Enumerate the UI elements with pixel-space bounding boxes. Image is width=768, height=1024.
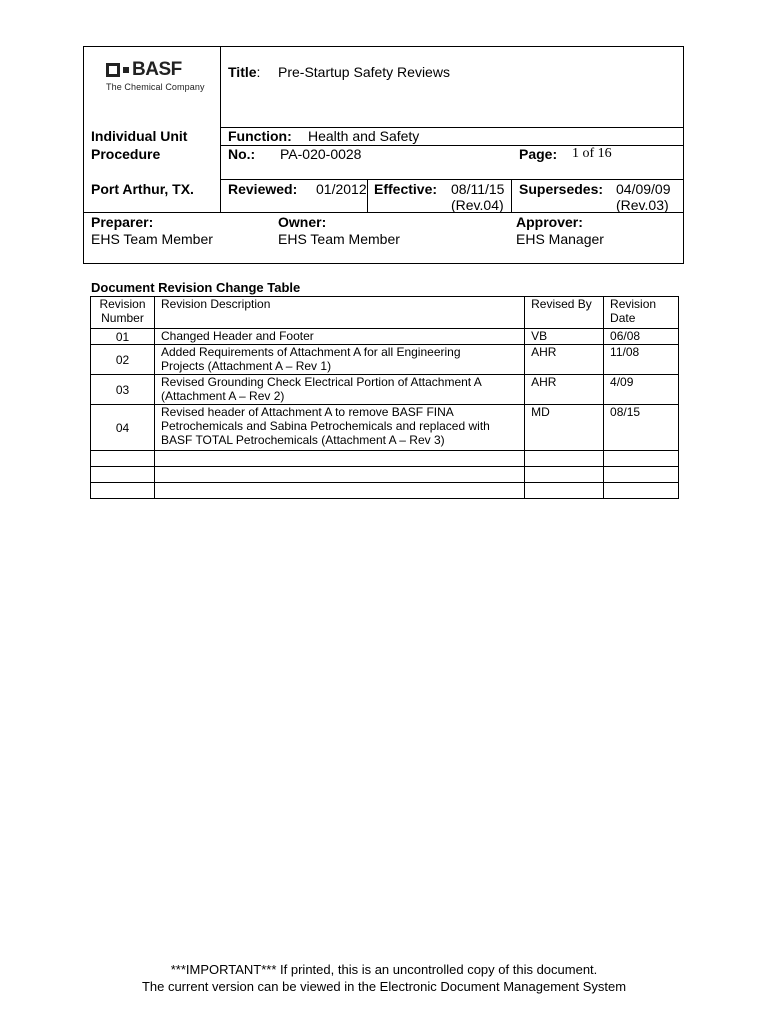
revision-date-cell: 4/09 [604, 375, 679, 405]
header-revision-date [604, 297, 679, 329]
table-row [91, 345, 679, 375]
revision-number-cell: 02 [91, 345, 155, 375]
effective-label: Effective: [374, 181, 438, 197]
empty-cell [525, 483, 604, 499]
empty-cell [91, 451, 155, 467]
table-row [91, 329, 679, 345]
revision-description-line: Added Requirements of Attachment A for all Engineering [160, 345, 461, 359]
revision-description-line: Revised Grounding Check Electrical Portion of Attachment A [160, 375, 482, 389]
revision-description-cell [154, 345, 524, 375]
footer-edms-note: The current version can be viewed in the Electronic Document Management System [141, 979, 627, 994]
table-row [91, 375, 679, 405]
page-value: 1 of 16 [572, 146, 612, 161]
revision-number-cell: 01 [91, 329, 155, 345]
title-colon: : [256, 64, 261, 80]
logo-square-icon [106, 63, 120, 77]
empty-cell [91, 483, 155, 499]
location: Port Arthur, TX. [91, 181, 194, 197]
doc-number-value: PA-020-0028 [280, 146, 362, 162]
revised-by-cell: MD [525, 405, 604, 451]
revised-by-cell: AHR [525, 345, 604, 375]
revision-description-cell [154, 329, 524, 345]
revised-by-cell: VB [525, 329, 604, 345]
revision-description-line: Petrochemicals and Sabina Petrochemicals and replaced with [160, 419, 490, 433]
revision-table [90, 296, 679, 499]
basf-logo [106, 60, 206, 92]
empty-cell [604, 451, 679, 467]
supersedes-label: Supersedes: [519, 181, 604, 197]
table-header-row [91, 297, 679, 329]
approver-label: Approver: [516, 214, 583, 230]
header-revision-date-line2: Date [610, 311, 636, 325]
reviewed-label: Reviewed: [228, 181, 298, 197]
header-revised-by-text: Revised By [531, 297, 592, 311]
header-revision-description [154, 297, 524, 329]
owner-value: EHS Team Member [278, 231, 400, 247]
preparer-label: Preparer: [91, 214, 154, 230]
header-revision-number-line2: Number [101, 311, 144, 325]
supersedes-date: 04/09/09 [616, 181, 671, 197]
revision-description-line: Projects (Attachment A – Rev 1) [160, 359, 332, 373]
empty-cell [154, 483, 524, 499]
revision-description-line: BASF TOTAL Petrochemicals (Attachment A – Rev 3) [160, 433, 445, 447]
revision-date-cell: 06/08 [604, 329, 679, 345]
effective-date: 08/11/15 [451, 181, 505, 197]
function-value: Health and Safety [308, 128, 420, 144]
empty-cell [525, 467, 604, 483]
header-revised-by [525, 297, 604, 329]
doc-number-label: No.: [228, 146, 256, 162]
page-label: Page: [519, 146, 558, 162]
revision-description-line: Changed Header and Footer [160, 329, 314, 343]
supersedes-revision: (Rev.03) [616, 197, 669, 213]
empty-cell [91, 467, 155, 483]
empty-cell [154, 451, 524, 467]
revision-table-heading: Document Revision Change Table [91, 280, 301, 295]
empty-table-row [91, 451, 679, 467]
empty-table-row [91, 467, 679, 483]
revision-description-line: Revised header of Attachment A to remove BASF FINA [160, 405, 454, 419]
revision-description-line: (Attachment A – Rev 2) [160, 389, 285, 403]
preparer-value: EHS Team Member [91, 231, 213, 247]
unit-type-line2: Procedure [91, 146, 161, 162]
empty-cell [525, 451, 604, 467]
function-label: Function: [228, 128, 292, 144]
revision-description-cell [154, 375, 524, 405]
effective-revision: (Rev.04) [451, 197, 504, 213]
empty-table-row [91, 483, 679, 499]
document-title: Pre-Startup Safety Reviews [278, 64, 450, 80]
revision-number-cell: 04 [91, 405, 155, 451]
unit-type-line1: Individual Unit [91, 128, 188, 144]
empty-cell [604, 467, 679, 483]
revision-date-cell: 11/08 [604, 345, 679, 375]
logo-tagline: The Chemical Company [106, 82, 205, 92]
revision-description-cell [154, 405, 524, 451]
header-revision-number-line1: Revision [99, 297, 146, 311]
header-revision-description-text: Revision Description [160, 297, 271, 311]
approver-value: EHS Manager [516, 231, 604, 247]
title-label: Title [228, 64, 257, 80]
revision-date-cell: 08/15 [604, 405, 679, 451]
header-revision-number [91, 297, 155, 329]
reviewed-value: 01/2012 [316, 181, 367, 197]
logo-wordmark: BASF [132, 59, 182, 80]
table-row [91, 405, 679, 451]
revised-by-cell: AHR [525, 375, 604, 405]
title-field [228, 64, 260, 80]
header-revision-date-line1: Revision [610, 297, 657, 311]
logo-dot-icon [123, 67, 129, 73]
revision-number-cell: 03 [91, 375, 155, 405]
empty-cell [154, 467, 524, 483]
owner-label: Owner: [278, 214, 327, 230]
empty-cell [604, 483, 679, 499]
footer-notice: ***IMPORTANT*** If printed, this is an uncontrolled copy of this document. [170, 962, 598, 977]
